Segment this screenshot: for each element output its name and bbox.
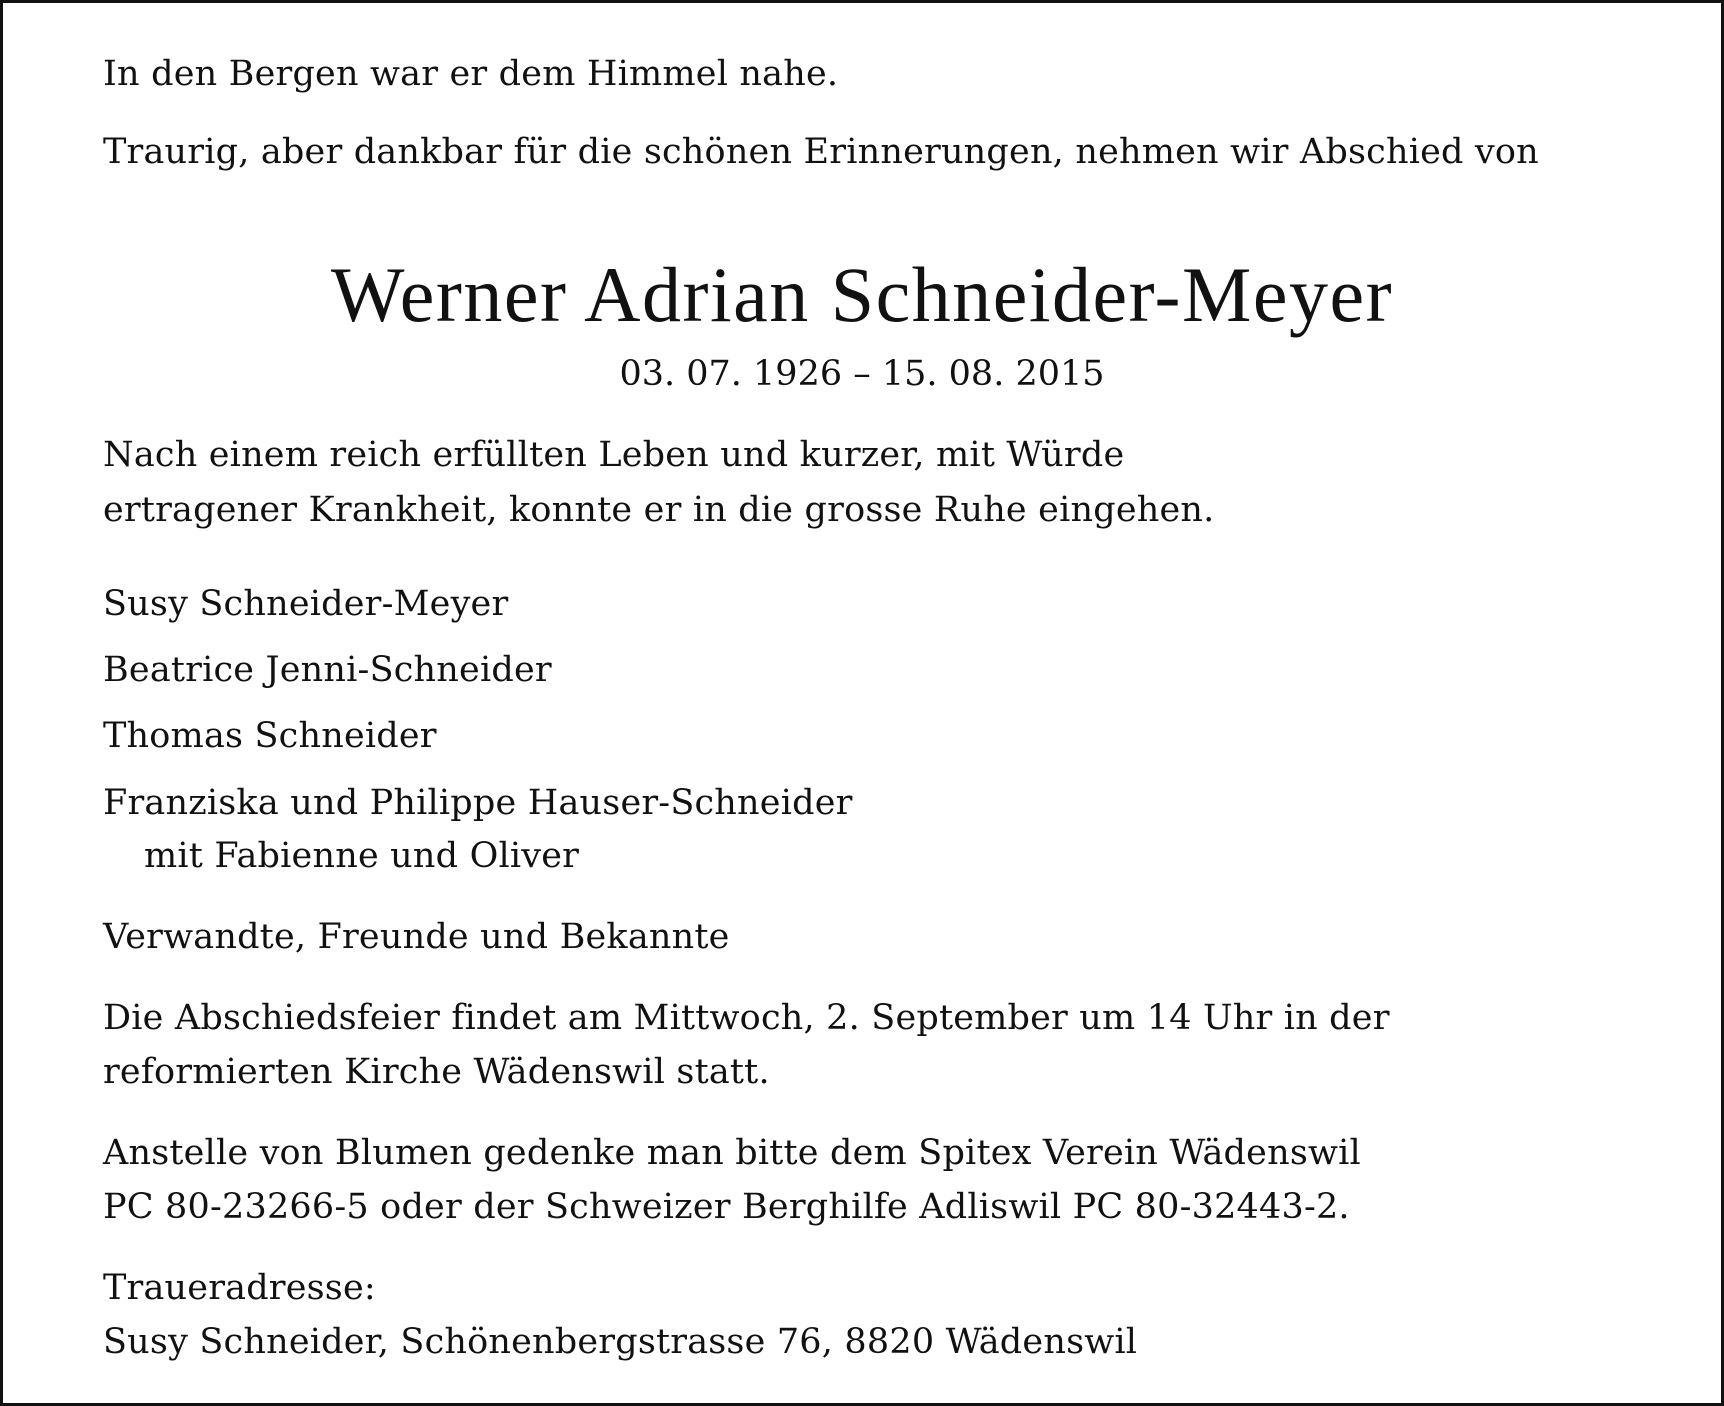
mourner-name: Franziska und Philippe Hauser-Schneider [103, 783, 853, 823]
life-dates: 03. 07. 1926 – 15. 08. 2015 [619, 354, 1105, 394]
passing-text-line-2: ertragener Krankheit, konnte er in die grosse Ruhe eingehen. [103, 490, 1215, 530]
mourners-others: Verwandte, Freunde und Bekannte [103, 917, 730, 957]
mourner-name: Susy Schneider-Meyer [103, 584, 509, 624]
ceremony-text-line-2: reformierten Kirche Wädenswil statt. [103, 1052, 770, 1092]
donation-text-line-2: PC 80-23266-5 oder der Schweizer Berghilfe Adliswil PC 80-32443-2. [103, 1187, 1350, 1227]
motto-text: In den Bergen war er dem Himmel nahe. [103, 54, 839, 94]
address-label: Traueradresse: [103, 1268, 376, 1308]
mourner-children: mit Fabienne und Oliver [144, 836, 580, 876]
mourner-name: Beatrice Jenni-Schneider [103, 650, 552, 690]
farewell-text: Traurig, aber dankbar für die schönen Erinnerungen, nehmen wir Abschied von [103, 132, 1539, 172]
address-value: Susy Schneider, Schönenbergstrasse 76, 8820 Wädenswil [103, 1322, 1138, 1362]
donation-text-line-1: Anstelle von Blumen gedenke man bitte dem Spitex Verein Wädenswil [103, 1133, 1361, 1173]
passing-text-line-1: Nach einem reich erfüllten Leben und kurzer, mit Würde [103, 435, 1125, 475]
deceased-name: Werner Adrian Schneider-Meyer [330, 251, 1394, 338]
ceremony-text-line-1: Die Abschiedsfeier findet am Mittwoch, 2. September um 14 Uhr in der [103, 998, 1390, 1038]
mourner-name: Thomas Schneider [103, 716, 437, 756]
